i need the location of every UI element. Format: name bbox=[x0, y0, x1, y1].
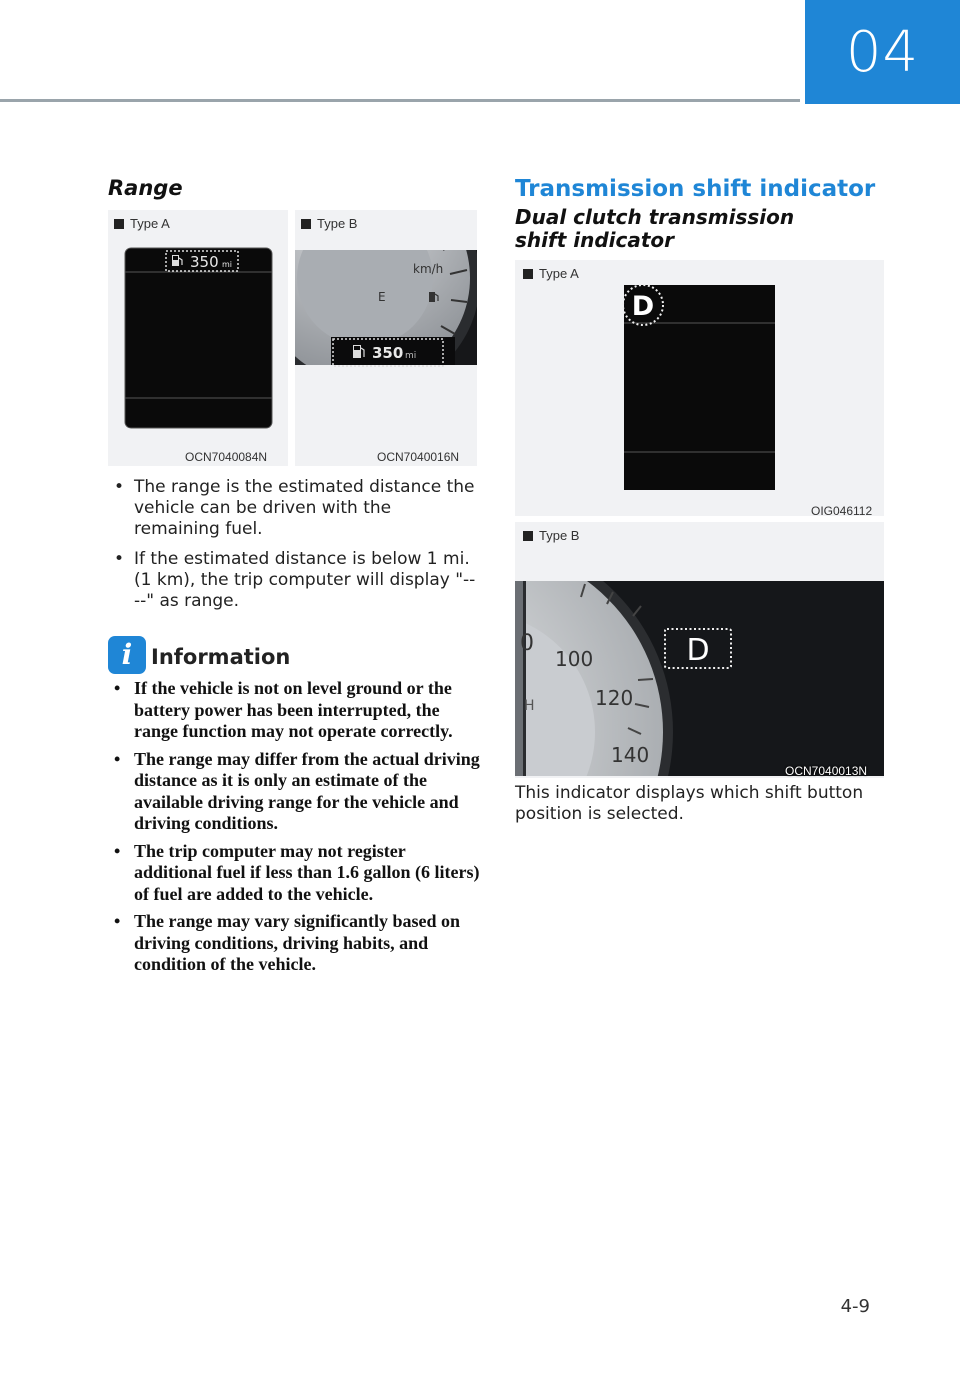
shift-type-a-display bbox=[515, 260, 884, 516]
gear-letter: D bbox=[686, 633, 710, 668]
transmission-heading: Transmission shift indicator bbox=[515, 176, 876, 202]
information-bullet-list bbox=[108, 678, 480, 982]
shift-type-a-figure bbox=[515, 260, 884, 516]
shift-type-b-figure bbox=[515, 522, 884, 778]
type-a-range-unit: mi bbox=[222, 260, 233, 269]
header-rule bbox=[0, 99, 800, 102]
type-a-range-value: 350 bbox=[190, 253, 219, 271]
type-b-speed-unit: km/h bbox=[413, 262, 444, 276]
transmission-subheading: Dual clutch transmission shift indicator bbox=[515, 205, 795, 252]
type-b-range-value: 350 bbox=[372, 344, 404, 362]
list-item: • If the vehicle is not on level ground or the battery power has been interrupted, the range function may not operate correctly. bbox=[108, 678, 480, 743]
information-title: Information bbox=[151, 645, 291, 669]
chapter-tab: 04 bbox=[805, 0, 960, 104]
figure-code: OIG046112 bbox=[811, 504, 873, 518]
type-b-label: Type B bbox=[317, 216, 358, 231]
list-item: • The trip computer may not register additional fuel if less than 1.6 gallon (6 liters) of fuel are added to the vehicle. bbox=[108, 841, 480, 906]
type-b-range-unit: mi bbox=[405, 351, 417, 361]
gauge-tick: 100 bbox=[555, 647, 594, 671]
figure-code: OCN7040016N bbox=[377, 450, 460, 464]
gear-letter: D bbox=[631, 291, 655, 322]
type-b-gauge-letter: E bbox=[378, 290, 386, 304]
page-number: 4-9 bbox=[840, 1296, 870, 1317]
gauge-letter: H bbox=[524, 698, 535, 714]
range-type-b-figure bbox=[295, 210, 477, 466]
figure-code: OCN7040084N bbox=[185, 450, 268, 464]
range-type-b-display bbox=[295, 210, 477, 466]
range-heading: Range bbox=[108, 176, 183, 200]
range-type-a-figure bbox=[108, 210, 288, 466]
type-a-label: Type A bbox=[539, 266, 579, 281]
gauge-tick: 0 bbox=[520, 631, 534, 656]
list-item: • If the estimated distance is below 1 mi. (1 km), the trip computer will display "----" as range. bbox=[108, 549, 478, 612]
list-item: • The range may differ from the actual driving distance as it is only an estimate of the available driving range for the vehicle and driving conditions. bbox=[108, 749, 480, 835]
range-bullet-list bbox=[108, 477, 478, 621]
info-icon: i bbox=[108, 636, 146, 674]
list-item: • The range may vary significantly based on driving conditions, driving habits, and condition of the vehicle. bbox=[108, 911, 480, 976]
gauge-tick: 140 bbox=[611, 743, 650, 767]
figure-code: OCN7040013N bbox=[785, 764, 868, 778]
list-item: • The range is the estimated distance the vehicle can be driven with the remaining fuel. bbox=[108, 477, 478, 540]
type-b-label: Type B bbox=[539, 528, 580, 543]
range-type-a-display bbox=[108, 210, 288, 466]
type-a-label: Type A bbox=[130, 216, 170, 231]
gauge-tick: 120 bbox=[595, 686, 634, 710]
transmission-description: This indicator displays which shift button position is selected. bbox=[515, 783, 864, 824]
shift-type-b-display bbox=[515, 522, 884, 778]
